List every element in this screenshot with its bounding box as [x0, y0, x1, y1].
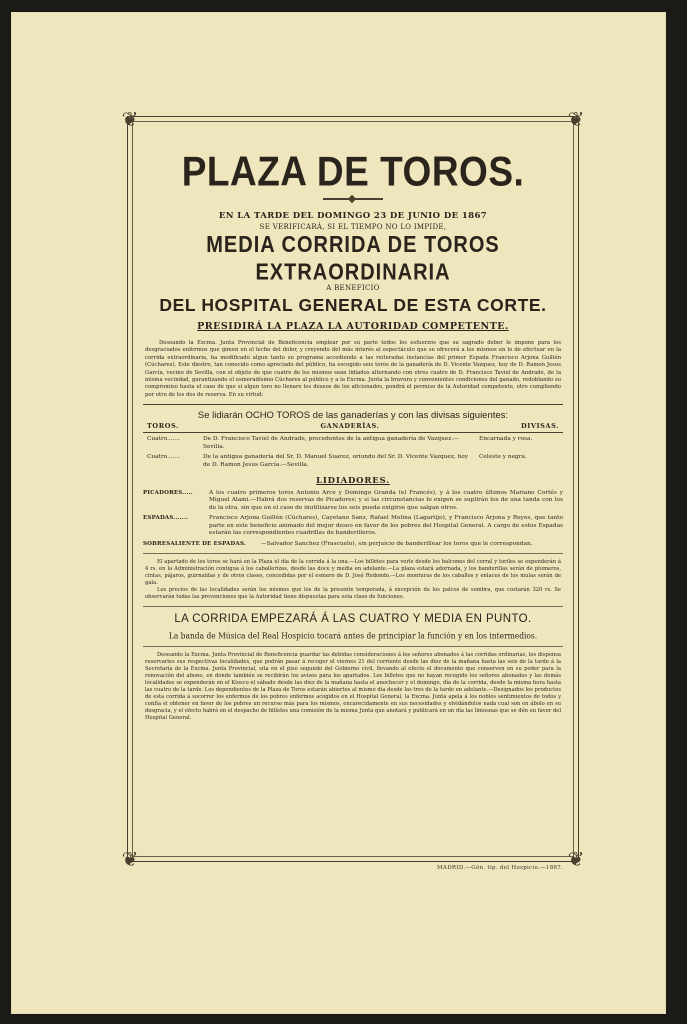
toros-divisa: Encarnada y rosa. [479, 436, 533, 443]
toros-divisa: Celeste y negra. [479, 454, 527, 461]
beneficiary-headline: DEL HOSPITAL GENERAL DE ESTA CORTE. [159, 295, 547, 315]
beneficio-line: A BENEFICIO [326, 284, 380, 292]
printer-imprint: MADRID.—Gón. tip. del Hospicio.—1867. [437, 865, 564, 871]
presidency-line: PRESIDIRÁ LA PLAZA LA AUTORIDAD COMPETENTE. [197, 321, 509, 332]
corner-ornament-icon: ❦ [121, 847, 139, 871]
lidiador-text: Francisco Arjona Guillén (Cúchares), Cayetano Sanz, Rafael Molina (Lagartijo), y Francisco Arjona y Reyes, que tanto parte en este beneficio animado del mejor deseo en favor de los pobres del Hospital General. A cargo de estos Espadas estarán las correspondientes cuadrillas de banderilleros. [209, 515, 563, 537]
lidiadores-title: LIDIADORES. [316, 475, 390, 486]
divider [143, 404, 563, 405]
col-ganaderias: GANADERÍAS. [320, 422, 380, 431]
paper-sheet [11, 12, 666, 1014]
apartado-paragraph: El apartado de los toros se hará en la Plaza el día de la corrida á la una.—Los billetes para verle desde los balcones del corral y toriles se expenderán á 4 rs. en la Administración contigua á los caballerizas, desde las doce y media en adelante.—La plaza estará adornada, y los banderillas serán de plumeros, cintas, pájaros, guirnaldas y de otros clases, concedidas por el esmero de D. José Redondo.—Los monturas de los caballos y enlaces de los mulas serán de gala. [145, 559, 561, 587]
toros-table-header [143, 422, 563, 433]
lidiador-role: ESPADAS....... [143, 515, 189, 522]
toros-count: Cuatro....... [147, 436, 181, 443]
poster-content [143, 132, 563, 848]
lidiador-role: PICADORES..... [143, 489, 193, 496]
corner-ornament-icon: ❦ [567, 847, 585, 871]
lidiador-text: —Salvador Sanchez (Frascuelo), sin perjuicio de banderillear los toros que le correspondan. [261, 540, 533, 547]
toros-announcement: Se lidiarán OCHO TOROS de las ganaderías y con las divisas siguientes: [197, 410, 509, 422]
divider [143, 553, 563, 554]
list-item [143, 541, 563, 549]
precios-paragraph: Los precios de las localidades serán los mismos que los de la presente temporada, á excepción de los palcos de sombra, que costarán 320 rs. Se observarán todas las prevenciones que la Autoridad tiene dispuestas para esta clase de funciones. [145, 587, 561, 601]
divider [143, 646, 563, 647]
date-line: EN LA TARDE DEL DOMINGO 23 DE JUNIO DE 1867 [218, 211, 488, 221]
lidiador-text: A los cuatro primeros toros Antonio Arce y Domingo Granda (el Francés), y á los cuatro últimos Mariano Cortés y Miguel Alami.—Habrá dos reservas de Picadores; y si las circunstancias lo exigen se suplirán los de una tanda con los de la otra, sin que en el caso de inutilizarse los seis pueda exigirse que salgan otros. [209, 489, 563, 511]
start-time-line: LA CORRIDA EMPEZARÁ Á LAS CUATRO Y MEDIA EN PUNTO. [174, 613, 532, 626]
toros-count: Cuatro....... [147, 454, 181, 461]
poster-title: PLAZA DE TOROS. [181, 148, 525, 195]
weather-line: SE VERIFICARÁ, SI EL TIEMPO NO LO IMPIDE, [259, 223, 447, 231]
list-item [143, 490, 563, 513]
col-divisas: DIVISAS. [520, 422, 559, 431]
event-headline: MEDIA CORRIDA DE TOROS EXTRAORDINARIA [206, 232, 500, 286]
toros-ganaderia: De la antigua ganadería del Sr. D. Manuel Suarez, oriundo del Sr. D. Vicente Vazquez, hoy de D. Ramon Jesus García.—Sevilla. [203, 454, 469, 469]
corner-ornament-icon: ❦ [567, 107, 585, 131]
corner-ornament-icon: ❦ [121, 107, 139, 131]
divider [143, 606, 563, 607]
title-divider [323, 198, 383, 200]
intro-paragraph: Deseando la Excma. Junta Provincial de Beneficencia emplear por su parte todos los esfuerzos que su sagrado deber le impone para los desgraciados enfermos que gimen en el lecho del dolor, y creyendo del más interés al espectáculo que se ofrecerá a los mismos en lo de efectuar en la corrida extraordinaria, ha modificado algun tanto su programa accediendo a las reiteradas instancias del primer Espada Francisco Arjona Guillén (Cúchares). Este diestro, tan conocido como apreciado del público, ha escogido seis toros de la ganadería de D. Vicente Vazquez, hoy de D. Ramon Jesus García, vecino de Sevilla, con el objeto de que cuatro de los mismos sean lidiados alternando con otros cuatro de D. Francisco Taviel de Andrade, de la misma vecindad, garantizando el esmeradísimo Cúchares al público y a la Excma. Junta la bravura y convenientes condiciones del ganado, redoblando su compromiso hasta el caso de que si algun toro no llenare los deseos de los aficionados, pondrá el permiso de la Autoridad competente, otro cumpliendo por otro de los dos de reserva. En su virtud: [145, 340, 561, 398]
table-row [143, 454, 563, 469]
music-band-line: La banda de Música del Real Hospicio tocará antes de principiar la función y en los intermedios. [168, 630, 538, 641]
bullfight-poster [119, 108, 587, 870]
list-item [143, 515, 563, 538]
table-row [143, 436, 563, 451]
toros-ganaderia: De D. Francisco Taviel de Andrade, procedentes de la antigua ganadería de Vazquez.—Sevilla. [203, 436, 459, 450]
lidiador-role: SOBRESALIENTE DE ESPADAS. [143, 540, 247, 547]
final-paragraph: Deseando la Excma. Junta Provincial de Beneficencia guardar las debidas consideraciones á los señores abonados á las corridas ordinarias, les dispensa reservarles sus respectivas localidades, que podrán pasar á recoger el viernes 21 del corriente desde las diez de la mañana hasta las seis de la tarde á la Secretaría de la Excma. Junta Provincial, sita en el piso segundo del Gobierno civil, llevando al efecto el documento que conserven en su poder para la renovación del abono, en donde también se recibirán los avisos para los apartados. Los billetes que no hayan recogido los señores abonados y las demás localidades se expenderán en el Kiosco el sábado desde las diez de la mañana hasta el anochecer y el domingo, día de la corrida, desde la misma hora hasta las cuatro de la tarde. Los dependientes de la Plaza de Toros estarán abiertos al mismo día desde las tres de la tarde en adelante.—Designados los productos de esta corrida á socorrer los enfermos de los pobres enfermos acogidos en el Hospital General, la Excma. Junta apela á los nobles sentimientos de todos y confía el obtener en favor de los pobres un recurso más para los mismos, encarecidamente en sus necesidades y olvidándolos nada cual son en ábolo en su desgracia, y el efecto habrá en el despacho de billetes una comisión de la misma Junta que anotará y publicará en un día las limosnas que se dén en favor del Hospital General. [145, 652, 561, 722]
col-toros: TOROS. [147, 422, 179, 431]
